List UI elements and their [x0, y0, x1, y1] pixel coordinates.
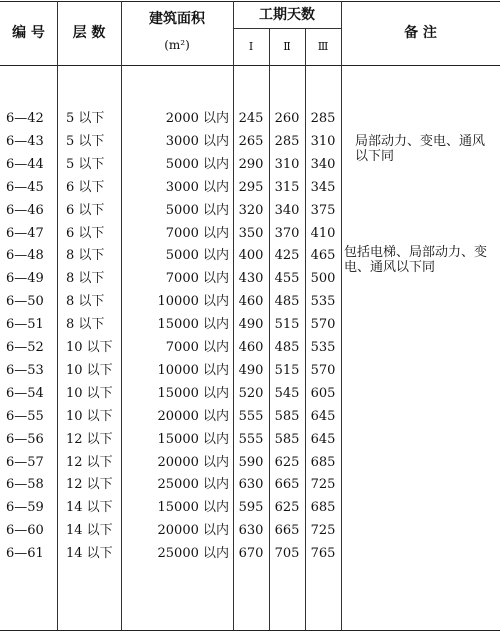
cell-days-1: 595	[238, 500, 264, 515]
cell-id: 6—60	[6, 523, 44, 538]
cell-days-3: 345	[310, 180, 336, 195]
cell-days-2: 370	[274, 226, 300, 241]
cell-area: 3000 以内	[165, 134, 229, 149]
cell-id: 6—61	[6, 546, 44, 561]
cell-days-3: 570	[310, 363, 336, 378]
cell-area: 15000 以内	[157, 500, 229, 515]
cell-area: 10000 以内	[157, 294, 229, 309]
cell-days-3: 410	[310, 226, 336, 241]
cell-id: 6—48	[6, 248, 44, 263]
header-days-3: Ⅲ	[317, 40, 329, 53]
cell-area: 25000 以内	[157, 477, 229, 492]
days-header-divider	[233, 28, 341, 29]
cell-days-1: 430	[238, 271, 264, 286]
cell-id: 6—45	[6, 180, 44, 195]
cell-days-1: 520	[238, 386, 264, 401]
cell-id: 6—50	[6, 294, 44, 309]
header-bottom-border	[0, 65, 500, 66]
cell-area: 20000 以内	[157, 409, 229, 424]
cell-days-1: 290	[238, 157, 264, 172]
cell-days-2: 665	[274, 523, 300, 538]
cell-area: 7000 以内	[165, 271, 229, 286]
cell-days-3: 535	[310, 340, 336, 355]
cell-days-1: 460	[238, 294, 264, 309]
cell-area: 25000 以内	[157, 546, 229, 561]
cell-days-2: 705	[274, 546, 300, 561]
cell-days-1: 265	[238, 134, 264, 149]
cell-days-3: 375	[310, 203, 336, 218]
cell-days-1: 630	[238, 523, 264, 538]
cell-floors: 14 以下	[66, 523, 113, 538]
cell-days-2: 485	[274, 340, 300, 355]
table-top-border	[0, 1, 500, 2]
cell-days-1: 400	[238, 248, 264, 263]
cell-days-3: 725	[310, 477, 336, 492]
cell-days-2: 310	[274, 157, 300, 172]
cell-id: 6—57	[6, 455, 44, 470]
cell-floors: 6 以下	[66, 226, 105, 241]
cell-id: 6—53	[6, 363, 44, 378]
header-note: 备 注	[404, 25, 437, 41]
cell-days-1: 590	[238, 455, 264, 470]
cell-area: 20000 以内	[157, 455, 229, 470]
cell-floors: 5 以下	[66, 134, 105, 149]
cell-days-2: 625	[274, 500, 300, 515]
cell-area: 3000 以内	[165, 180, 229, 195]
table-bottom-border	[0, 630, 500, 631]
cell-area: 5000 以内	[165, 248, 229, 263]
cell-days-2: 315	[274, 180, 300, 195]
header-area-unit: (m²)	[164, 38, 190, 52]
cell-days-2: 340	[274, 203, 300, 218]
cell-floors: 8 以下	[66, 317, 105, 332]
cell-days-1: 295	[238, 180, 264, 195]
cell-floors: 14 以下	[66, 500, 113, 515]
cell-days-1: 460	[238, 340, 264, 355]
cell-days-2: 585	[274, 409, 300, 424]
cell-floors: 10 以下	[66, 409, 113, 424]
cell-days-3: 605	[310, 386, 336, 401]
note-2: 包括电梯、局部动力、变电、通风以下同	[344, 245, 488, 275]
header-id: 编 号	[12, 25, 45, 41]
note-1: 局部动力、变电、通风以下同	[355, 134, 486, 164]
cell-area: 7000 以内	[165, 340, 229, 355]
cell-days-1: 490	[238, 363, 264, 378]
cell-floors: 12 以下	[66, 455, 113, 470]
cell-id: 6—54	[6, 386, 44, 401]
header-area: 建筑面积	[149, 11, 205, 27]
cell-days-3: 465	[310, 248, 336, 263]
cell-id: 6—42	[6, 111, 44, 126]
cell-days-1: 320	[238, 203, 264, 218]
cell-floors: 5 以下	[66, 157, 105, 172]
cell-area: 7000 以内	[165, 226, 229, 241]
cell-id: 6—55	[6, 409, 44, 424]
header-days: 工期天数	[259, 7, 315, 23]
cell-id: 6—52	[6, 340, 44, 355]
cell-days-2: 515	[274, 317, 300, 332]
cell-days-2: 485	[274, 294, 300, 309]
cell-id: 6—49	[6, 271, 44, 286]
cell-days-2: 285	[274, 134, 300, 149]
cell-floors: 10 以下	[66, 363, 113, 378]
cell-area: 15000 以内	[157, 432, 229, 447]
cell-days-2: 260	[274, 111, 300, 126]
cell-days-2: 425	[274, 248, 300, 263]
cell-area: 5000 以内	[165, 157, 229, 172]
cell-days-1: 670	[238, 546, 264, 561]
cell-floors: 6 以下	[66, 180, 105, 195]
cell-days-3: 310	[310, 134, 336, 149]
cell-days-2: 585	[274, 432, 300, 447]
cell-days-1: 555	[238, 432, 264, 447]
cell-area: 5000 以内	[165, 203, 229, 218]
cell-days-1: 245	[238, 111, 264, 126]
cell-days-2: 515	[274, 363, 300, 378]
cell-area: 20000 以内	[157, 523, 229, 538]
cell-days-2: 625	[274, 455, 300, 470]
cell-days-2: 665	[274, 477, 300, 492]
cell-floors: 10 以下	[66, 386, 113, 401]
cell-days-1: 555	[238, 409, 264, 424]
cell-floors: 8 以下	[66, 248, 105, 263]
header-days-1: Ⅰ	[248, 40, 254, 53]
cell-id: 6—47	[6, 226, 44, 241]
cell-days-3: 340	[310, 157, 336, 172]
cell-days-3: 725	[310, 523, 336, 538]
cell-days-3: 685	[310, 455, 336, 470]
cell-days-1: 630	[238, 477, 264, 492]
col-divider-1	[57, 1, 58, 630]
cell-days-1: 350	[238, 226, 264, 241]
cell-days-3: 570	[310, 317, 336, 332]
cell-days-3: 285	[310, 111, 336, 126]
cell-area: 15000 以内	[157, 317, 229, 332]
col-divider-6	[341, 1, 342, 630]
cell-days-2: 455	[274, 271, 300, 286]
cell-id: 6—51	[6, 317, 44, 332]
cell-floors: 12 以下	[66, 432, 113, 447]
cell-floors: 8 以下	[66, 294, 105, 309]
cell-days-3: 645	[310, 432, 336, 447]
cell-floors: 12 以下	[66, 477, 113, 492]
cell-id: 6—58	[6, 477, 44, 492]
cell-days-3: 765	[310, 546, 336, 561]
cell-area: 15000 以内	[157, 386, 229, 401]
cell-days-3: 500	[310, 271, 336, 286]
cell-area: 2000 以内	[165, 111, 229, 126]
cell-floors: 6 以下	[66, 203, 105, 218]
cell-floors: 10 以下	[66, 340, 113, 355]
cell-id: 6—59	[6, 500, 44, 515]
header-days-2: Ⅱ	[283, 40, 291, 53]
cell-floors: 14 以下	[66, 546, 113, 561]
cell-area: 10000 以内	[157, 363, 229, 378]
cell-id: 6—43	[6, 134, 44, 149]
cell-id: 6—44	[6, 157, 44, 172]
cell-id: 6—46	[6, 203, 44, 218]
cell-floors: 5 以下	[66, 111, 105, 126]
cell-days-3: 535	[310, 294, 336, 309]
cell-days-2: 545	[274, 386, 300, 401]
cell-id: 6—56	[6, 432, 44, 447]
cell-floors: 8 以下	[66, 271, 105, 286]
cell-days-3: 685	[310, 500, 336, 515]
cell-days-1: 490	[238, 317, 264, 332]
cell-days-3: 645	[310, 409, 336, 424]
header-floors: 层 数	[72, 25, 106, 41]
